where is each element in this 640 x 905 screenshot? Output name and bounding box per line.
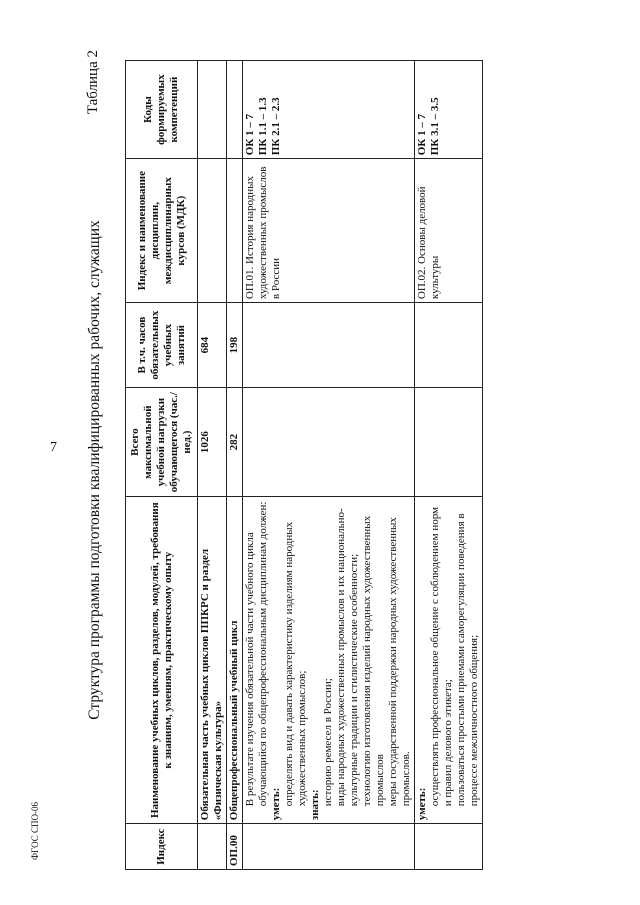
discipline-op02: ОП.02. Основы деловой культуры [415, 159, 483, 303]
page-number: 7 [50, 440, 57, 455]
knowledge-label: знать: [309, 789, 321, 821]
requirements-intro: В результате изучения обязательной части учебного цикла обучающийся по общепрофессиональным дисциплинам должен: [244, 501, 269, 807]
discipline-op01: ОП.01. История народных художественных промыслов в России [243, 159, 415, 303]
curriculum-table [125, 60, 483, 870]
knowledge-item: технологию изготовления изделий народных художественных промыслов [361, 515, 386, 807]
document-title: Структура программы подготовки квалифицированных рабочих, служащих [86, 220, 103, 720]
header-max-load: Всего максимальной учебной нагрузки обучающегося (час./нед.) [126, 388, 198, 497]
knowledge-item: историю ремесел в России; [322, 678, 334, 807]
footer-code: ФГОС СПО-06 [30, 802, 40, 860]
requirements-op01 [243, 497, 415, 824]
rotated-sheet [85, 30, 605, 870]
discipline-row-op02 [415, 61, 483, 870]
requirements-op02 [415, 497, 483, 824]
summary-name: Обязательная часть учебных циклов ППКРС и раздел «Физическая культура» [198, 497, 227, 824]
skill-item: пользоваться простыми приемами саморегуляции поведения в процессе межличностного общения; [455, 513, 480, 807]
cycle-mandatory: 198 [227, 303, 243, 388]
summary-max-load: 1026 [198, 388, 227, 497]
header-discipline: Индекс и наименование дисциплин, междисциплинарных курсов (МДК) [126, 159, 198, 303]
competencies-op01: ОК 1 – 7 ПК 1.1 – 1.3 ПК 2.1 – 2.3 [243, 61, 415, 159]
skills-label: уметь: [416, 787, 428, 821]
header-competencies: Коды формируемых компетенций [126, 61, 198, 159]
skills-label: уметь: [270, 787, 282, 821]
skill-item: осуществлять профессиональное общение с соблюдением норм и правил делового этикета; [429, 507, 454, 807]
cycle-max-load: 282 [227, 388, 243, 497]
knowledge-item: меры государственной поддержки народных художественных промыслов. [387, 517, 412, 807]
header-mandatory: В т.ч. часов обязательных учебных занятий [126, 303, 198, 388]
header-name: Наименование учебных циклов, разделов, модулей, требования к знаниям, умениям, практическому опыту [126, 497, 198, 824]
summary-mandatory: 684 [198, 303, 227, 388]
knowledge-item: виды народных художественных промыслов и их национально-культурные традиции и стилистические особенности; [335, 508, 360, 807]
cycle-index: ОП.00 [227, 824, 243, 870]
summary-row [198, 61, 227, 870]
header-index: Индекс [126, 824, 198, 870]
header-row [126, 61, 198, 870]
competencies-op02: ОК 1 – 7 ПК 3.1 – 3.5 [415, 61, 483, 159]
table-label: Таблица 2 [85, 50, 101, 115]
discipline-row-op01 [243, 61, 415, 870]
skill-item: определять вид и давать характеристику изделиям народных художественных промыслов; [283, 521, 308, 807]
cycle-name: Общепрофессиональный учебный цикл [227, 497, 243, 824]
cycle-row [227, 61, 243, 870]
